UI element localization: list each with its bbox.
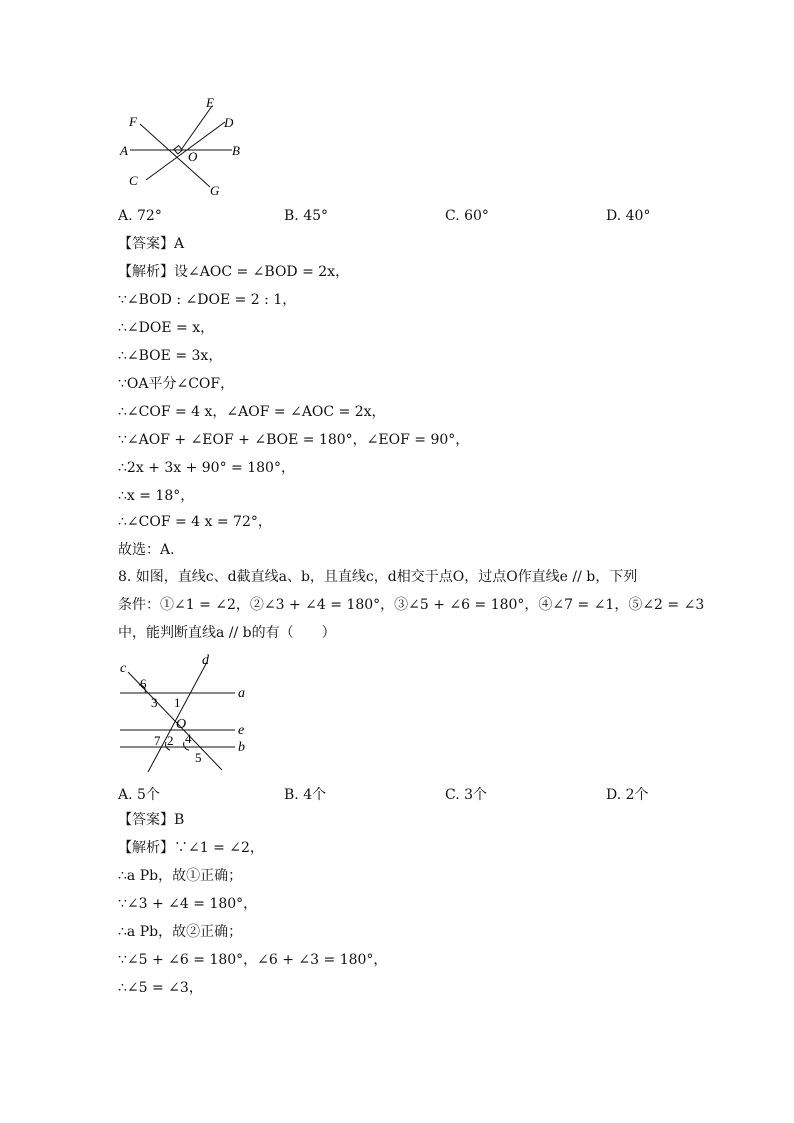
q8-question-line: 条件：①∠1 = ∠2，②∠3 + ∠4 = 180°，③∠5 + ∠6 = 180°，④∠7 = ∠1，⑤∠2 = ∠3 (118, 597, 705, 613)
q7-option-a[interactable]: A. 72° (118, 208, 162, 224)
label-c: C (129, 173, 138, 188)
q7-option-d[interactable]: D. 40° (606, 208, 651, 224)
label-g: G (210, 183, 220, 198)
q7-solution-line: ∴x = 18°， (118, 488, 195, 504)
q7-solution-line: ∴∠COF = 4 x = 72°， (118, 514, 272, 530)
q8-solution-line: ∴a Pb，故②正确； (118, 924, 243, 940)
q7-solution-line: ∴∠DOE = x， (118, 320, 215, 336)
label-c: c (120, 661, 127, 676)
q7-option-b[interactable]: B. 45° (284, 208, 329, 224)
label-a: a (238, 686, 245, 701)
label-5: 5 (195, 750, 202, 765)
q8-solution-line: ∴a Pb，故①正确； (118, 868, 243, 884)
q8-option-a[interactable]: A. 5个 (118, 787, 160, 803)
label-4: 4 (185, 731, 192, 746)
label-1: 1 (174, 695, 181, 710)
label-a: A (120, 143, 128, 158)
q7-solution-line: ∵OA平分∠COF， (118, 376, 235, 392)
line-cd (146, 122, 225, 180)
label-3: 3 (151, 695, 158, 710)
q8-solution-line: ∵∠3 + ∠4 = 180°， (118, 896, 258, 912)
q7-solution-line: ∴∠COF = 4 x，∠AOF = ∠AOC = 2x， (118, 404, 386, 420)
q7-conclusion: 故选：A． (118, 542, 185, 558)
label-b: b (238, 740, 245, 755)
q8-option-b[interactable]: B. 4个 (284, 787, 327, 803)
label-2: 2 (167, 733, 174, 748)
q8-solution-line: ∴∠5 = ∠3， (118, 980, 203, 996)
figure-parallel-lines (110, 650, 260, 775)
label-o: O (188, 149, 198, 164)
label-f: F (129, 114, 137, 129)
label-6: 6 (140, 676, 147, 691)
label-d: d (202, 653, 209, 668)
q7-solution-line: ∴2x + 3x + 90° = 180°， (118, 460, 295, 476)
q8-solution-line: 【解析】∵∠1 = ∠2， (118, 840, 264, 856)
q8-question-line: 8. 如图，直线c、d截直线a、b，且直线c，d相交于点O，过点O作直线e // b，下列 (118, 569, 638, 585)
q8-solution-line: ∵∠5 + ∠6 = 180°，∠6 + ∠3 = 180°， (118, 952, 388, 968)
q8-question-line: 中，能判断直线a // b的有（ ） (118, 625, 336, 641)
q8-option-c[interactable]: C. 3个 (445, 787, 488, 803)
q7-solution-line: ∵∠BOD : ∠DOE = 2 : 1， (118, 292, 297, 308)
q8-answer: 【答案】B (118, 812, 185, 828)
label-7: 7 (154, 733, 161, 748)
label-d: D (224, 115, 234, 130)
figure-angles-at-o (110, 92, 260, 202)
q7-option-c[interactable]: C. 60° (445, 208, 489, 224)
q7-answer: 【答案】A (118, 236, 185, 252)
label-b: B (232, 143, 240, 158)
line-fg (140, 124, 210, 187)
q8-option-d[interactable]: D. 2个 (606, 787, 649, 803)
q7-solution-line: 【解析】设∠AOC = ∠BOD = 2x， (118, 264, 350, 280)
q7-solution-line: ∵∠AOF + ∠EOF + ∠BOE = 180°，∠EOF = 90°， (118, 432, 470, 448)
label-o: O (176, 717, 187, 732)
q7-solution-line: ∴∠BOE = 3x， (118, 348, 223, 364)
label-e: E (206, 95, 214, 110)
label-e: e (238, 723, 245, 738)
